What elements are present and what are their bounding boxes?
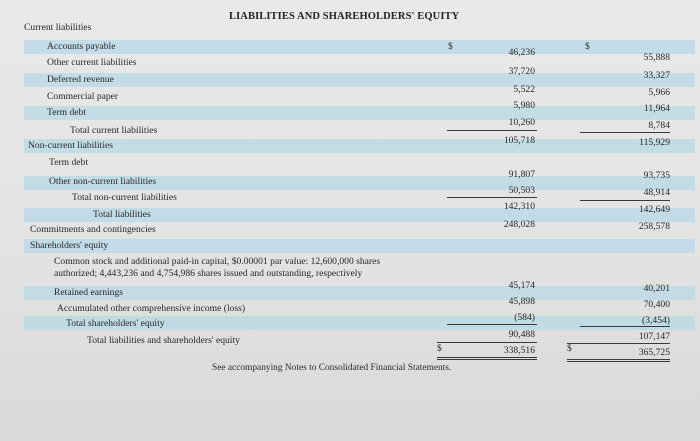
value-cell: 5,980 (513, 100, 535, 111)
value-cell: 11,964 (643, 103, 670, 114)
subtotal-rule (567, 343, 670, 344)
value-cell: 90,488 (508, 329, 535, 340)
currency-symbol: $ (437, 343, 442, 354)
value-cell: 45,898 (508, 296, 535, 307)
row-highlight (24, 239, 695, 253)
subtotal-rule (447, 130, 537, 131)
grand-total-rule (567, 359, 670, 362)
value-cell: 33,327 (643, 70, 670, 81)
value-cell: 105,718 (503, 135, 535, 146)
row-label: Commitments and contingencies (30, 224, 156, 235)
value-cell: 5,522 (513, 84, 535, 95)
value-cell: 93,735 (643, 170, 670, 181)
subtotal-rule (447, 197, 537, 198)
value-cell: 365,725 (638, 347, 670, 358)
section-title: LIABILITIES AND SHAREHOLDERS' EQUITY (229, 11, 460, 22)
subtotal-rule (437, 342, 537, 343)
value-cell: 142,310 (503, 201, 535, 212)
row-label: Total shareholders' equity (66, 318, 165, 329)
value-cell: 48,914 (643, 187, 670, 198)
row-label: Current liabilities (24, 22, 92, 33)
value-cell: 46,236 (508, 47, 535, 58)
value-cell: 50,503 (508, 185, 535, 196)
value-cell: 55,888 (643, 52, 670, 63)
row-label: Shareholders' equity (30, 240, 109, 251)
value-cell: (584) (514, 312, 535, 323)
value-cell: 115,929 (639, 137, 670, 148)
row-label: Retained earnings (54, 287, 123, 298)
value-cell: 91,807 (508, 169, 535, 180)
row-label: Term debt (47, 107, 87, 118)
row-label: Deferred revenue (47, 74, 114, 85)
row-label: Total non-current liabilities (72, 192, 177, 203)
row-label: Other non-current liabilities (49, 176, 157, 187)
value-cell: 70,400 (643, 299, 670, 310)
subtotal-rule (447, 324, 537, 325)
row-label: Total liabilities and shareholders' equity (87, 335, 240, 346)
value-cell: 37,720 (508, 66, 535, 77)
row-label: Common stock and additional paid-in capital, $0.00001 par value: 12,600,000 shares authorized; 4,443,236 and 4,754,986 shares issued and outstanding, respectively (54, 256, 381, 279)
row-label: Total current liabilities (70, 125, 158, 136)
grand-total-rule (437, 357, 537, 360)
currency-symbol: $ (567, 343, 572, 354)
value-cell: 248,028 (503, 219, 535, 230)
row-label: Non-current liabilities (28, 140, 113, 151)
row-label: Accumulated other comprehensive income (loss) (57, 303, 246, 314)
value-cell: 258,578 (638, 221, 670, 232)
value-cell: 338,516 (503, 345, 535, 356)
value-cell: (3,454) (642, 315, 670, 326)
subtotal-rule (580, 132, 670, 133)
currency-symbol: $ (448, 41, 453, 52)
value-cell: 5,966 (648, 87, 670, 98)
row-label: Other current liabilities (47, 57, 137, 68)
row-label: Total liabilities (93, 209, 151, 220)
value-cell: 142,649 (638, 204, 670, 215)
value-cell: 40,201 (643, 283, 670, 294)
subtotal-rule (580, 326, 670, 327)
footnote: See accompanying Notes to Consolidated Financial Statements. (212, 363, 452, 373)
row-label: Commercial paper (47, 91, 119, 102)
currency-symbol: $ (585, 41, 590, 52)
value-cell: 45,174 (508, 280, 535, 291)
subtotal-rule (580, 200, 670, 201)
value-cell: 8,784 (648, 120, 670, 131)
value-cell: 107,147 (638, 331, 670, 342)
value-cell: 10,260 (508, 117, 535, 128)
row-label: Term debt (49, 157, 89, 168)
row-label: Accounts payable (47, 41, 116, 52)
